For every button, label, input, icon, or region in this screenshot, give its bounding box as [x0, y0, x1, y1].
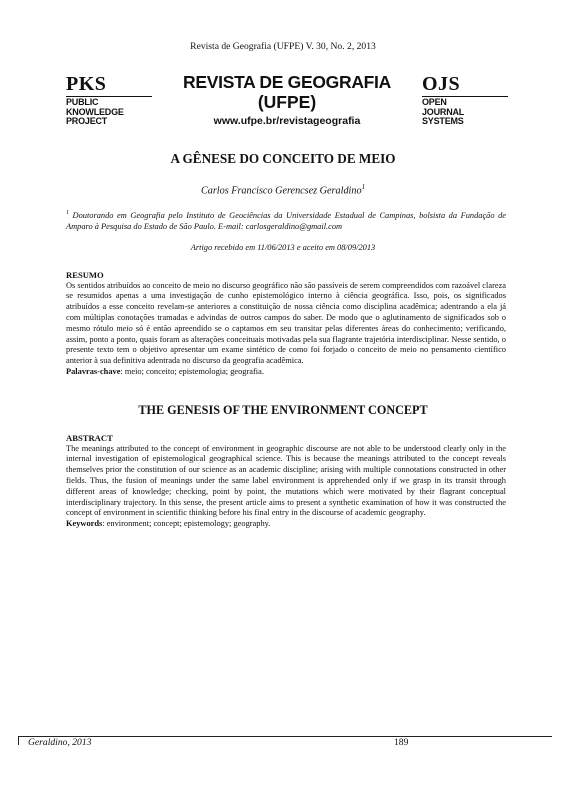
pks-logo-line: KNOWLEDGE — [66, 106, 124, 117]
abstract-text: The meanings attributed to the concept of environment in geographic discourse are not able to be understood clearly only in the internal investigation of epistemological geographical science. This is because the meanings attributed to the concept reveals themselves prior the constitution of our science as an academic discipline; arising with multiple connotations constructed in other fields. Thus, the fusion of meanings under the same label environment is apprehended only if we grasp in its transit through different areas of knowledge; checking, point by point, the mutations which were motivated by their flagrant conceptual interdisciplinary trajectory. In this sense, the present article aims to present a synthetic examination of how it was constructed the concept of environment in scientific thinking before his final entry in the discourse of academic geography. — [66, 443, 506, 518]
footer-author-year: Geraldino, 2013 — [28, 737, 92, 748]
footer-rule-tick — [18, 736, 19, 745]
keywords-list: : environment; concept; epistemology; geography. — [102, 519, 271, 529]
journal-masthead — [160, 72, 414, 128]
keywords-label: Palavras-chave — [66, 366, 121, 376]
english-title: THE GENESIS OF THE ENVIRONMENT CONCEPT — [138, 403, 428, 417]
abstract-section — [66, 433, 506, 530]
article-title: A GÊNESE DO CONCEITO DE MEIO — [170, 151, 396, 166]
resumo-keywords — [66, 367, 506, 378]
running-header: Revista de Geografia (UFPE) V. 30, No. 2, 2013 — [190, 41, 376, 52]
resumo-italic-term: meio — [116, 323, 133, 333]
resumo-text — [66, 281, 506, 367]
ojs-logo-name: OJS — [422, 74, 508, 97]
article-author — [0, 183, 566, 196]
ojs-logo-line: JOURNAL — [422, 106, 465, 117]
journal-url[interactable]: www.ufpe.br/revistageografia — [213, 115, 361, 127]
abstract-heading: ABSTRACT — [66, 433, 113, 443]
author-name: Carlos Francisco Gerencsez Geraldino — [200, 185, 362, 197]
author-footnote-mark: 1 — [361, 183, 366, 191]
pks-logo-line: PUBLIC — [66, 97, 99, 107]
footer-rule — [18, 736, 552, 737]
keywords-label: Keywords — [66, 519, 103, 529]
resumo-heading: RESUMO — [66, 270, 104, 280]
received-dates: Artigo recebido em 11/06/2013 e aceito em 08/09/2013 — [190, 243, 376, 252]
pks-logo-name: PKS — [66, 74, 152, 97]
ojs-logo-line: OPEN — [422, 97, 447, 107]
pks-logo — [66, 74, 152, 127]
resumo-section — [66, 270, 506, 378]
journal-title: REVISTA DE GEOGRAFIA — [183, 72, 391, 92]
journal-subtitle: (UFPE) — [257, 92, 317, 112]
affiliation-text: Doutorando em Geografia pelo Instituto de Geociências da Universidade Estadual de Campinas, bolsista da Fundação de Amparo à Pesquisa do Estado de São Paulo. E-mail: carlosgeraldino@gmail.com — [66, 210, 506, 232]
ojs-logo-line: SYSTEMS — [422, 116, 464, 127]
resumo-text-part: só é então apreendido se o captamos em seu transitar pelas diferentes áreas do conhecimento; verificando, assim, ponto a ponto, quais foram as alterações conceituais motivadas pela sua flagrante trajetória interdisciplinar. Nesse sentido, o presente texto tem o objetivo apresentar um exame sintético de como foi forjado o conceito de meio no pensamento científico anterior à sua definitiva adentrada no discurso da geografia acadêmica. — [66, 323, 506, 366]
pks-logo-line: PROJECT — [66, 116, 108, 127]
affiliation-footnote-mark: 1 — [66, 210, 69, 216]
resumo-text-part: Os sentidos atribuídos ao conceito de meio no discurso geográfico não são passíveis de serem compreendidos com razoável clareza se resumidos apenas a uma investigação de cunho epistemológico interno à ciência geográfica. Isso, pois, os significados atribuídos a esse conceito revelam-se anteriores a constituição de nossa ciência como disciplina acadêmica; adentrando a ela já com múltiplas conotações tramadas e advindas de outros campos do saber. De modo que o aglutinamento de significados sob o mesmo rótulo — [66, 280, 507, 333]
author-affiliation — [66, 208, 506, 233]
keywords-list: : meio; conceito; epistemologia; geografia. — [120, 366, 264, 376]
abstract-keywords — [66, 519, 506, 530]
ojs-logo — [422, 74, 508, 127]
page-number: 189 — [394, 737, 409, 748]
